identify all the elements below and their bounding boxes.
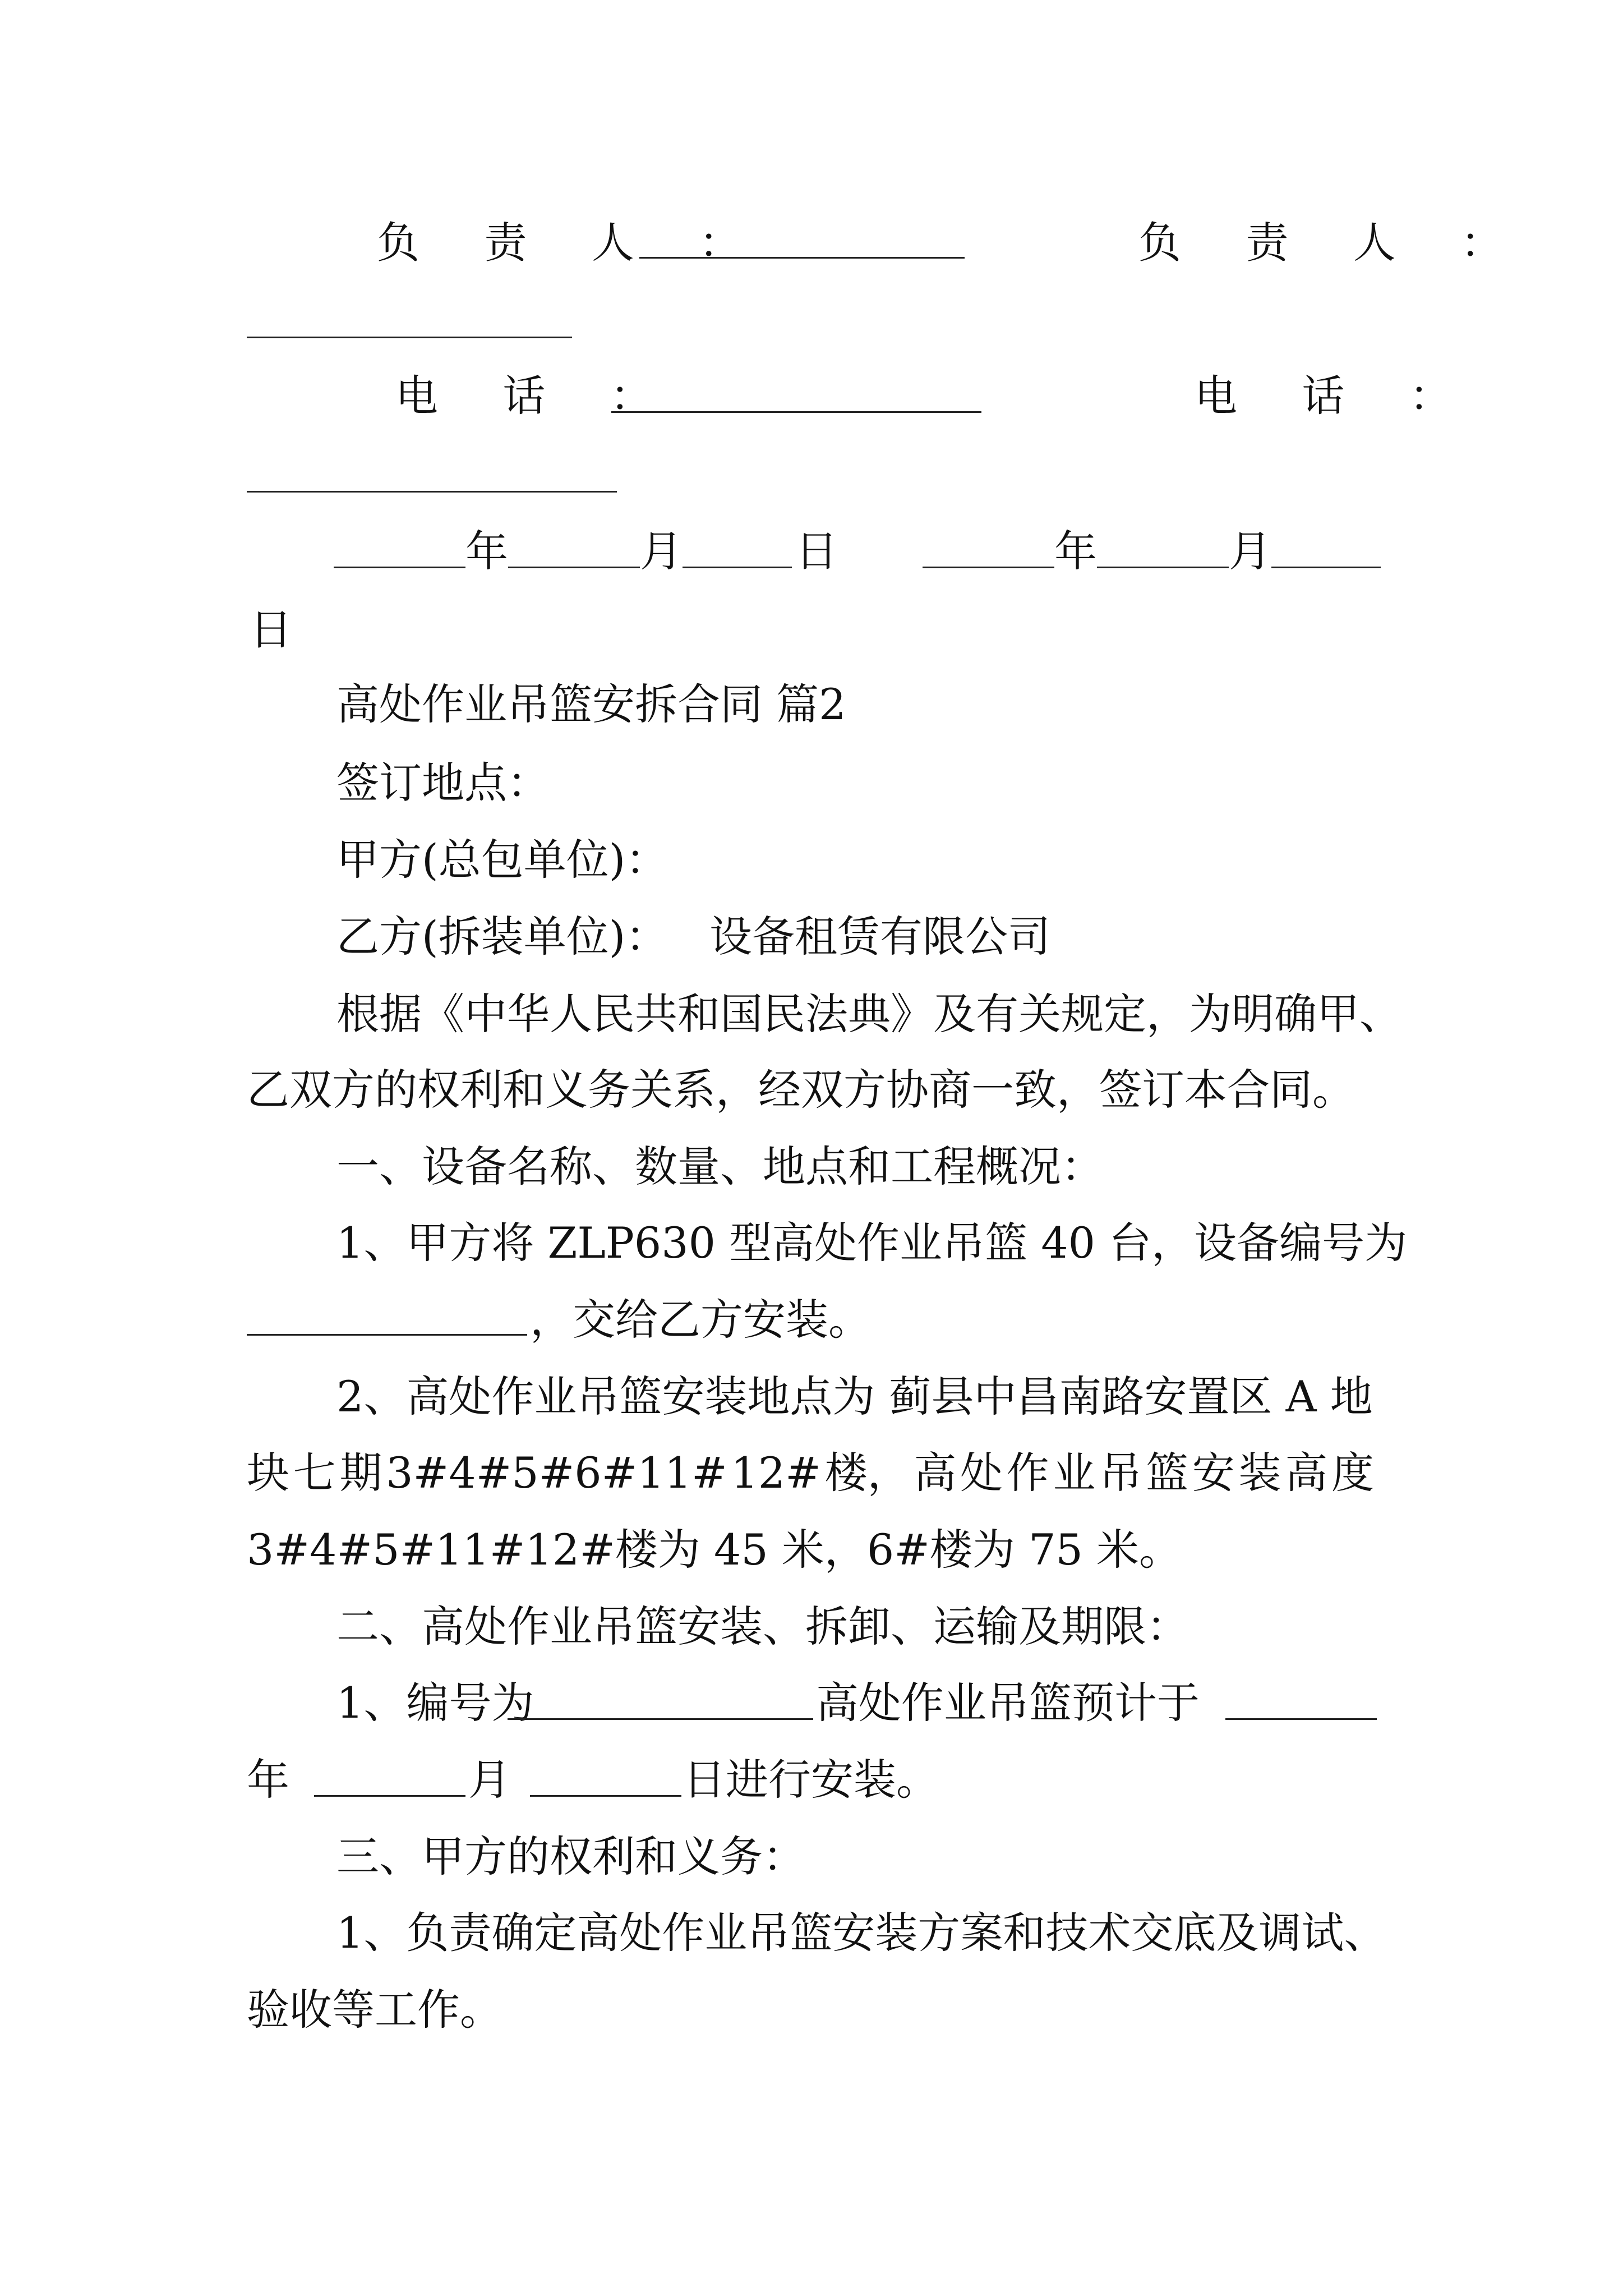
basket-number-blank	[508, 1718, 813, 1720]
date-right-year: 年	[1054, 526, 1097, 576]
install-year: 年	[247, 1755, 289, 1805]
section-1-item-2-line-2	[247, 1448, 1374, 1498]
date-left-year: 年	[465, 526, 508, 576]
party-a: 甲方(总包单位)：	[336, 835, 668, 885]
char: 期	[339, 1448, 382, 1498]
install-month: 月	[468, 1755, 511, 1805]
char: 3#4#5#6#11#	[386, 1448, 727, 1498]
char: 装	[1238, 1448, 1281, 1498]
install-year-blank	[1225, 1718, 1377, 1720]
right-responsible-blank	[247, 337, 572, 338]
date-left-day-blank	[683, 567, 792, 568]
char: 业	[1053, 1448, 1096, 1498]
date-right-day-blank	[1271, 567, 1381, 568]
char: 处	[960, 1448, 1003, 1498]
section-title: 高处作业吊篮安拆合同 篇2	[336, 679, 846, 729]
date-left-month: 月	[640, 526, 683, 576]
char: 高	[914, 1448, 957, 1498]
left-responsible-blank	[639, 257, 965, 259]
install-month-blank	[314, 1795, 465, 1797]
right-phone-label: 电 话 ：	[1195, 371, 1478, 421]
char: 作	[1006, 1448, 1049, 1498]
section-3-item-1-line-2: 验收等工作。	[247, 1985, 502, 2035]
left-phone-label: 电 话 ：	[395, 371, 679, 421]
char: 块	[247, 1448, 289, 1498]
section-2-heading: 二、高处作业吊篮安装、拆卸、运输及期限：	[336, 1602, 1189, 1651]
char: 篮	[1146, 1448, 1188, 1498]
section-3-heading: 三、甲方的权利和义务：	[336, 1832, 805, 1881]
section-1-item-2-line-1: 2、高处作业吊篮安装地点为 蓟县中昌南路安置区 A 地	[336, 1372, 1373, 1421]
char: 高	[1285, 1448, 1328, 1498]
char: 安	[1192, 1448, 1235, 1498]
date-right-month: 月	[1229, 526, 1271, 576]
date-right-month-blank	[1097, 567, 1229, 568]
date-left-day: 日	[795, 526, 838, 576]
section-3-item-1-line-1: 1、负责确定高处作业吊篮安装方案和技术交底及调试、	[336, 1908, 1387, 1958]
intro-line-2: 乙双方的权利和义务关系，经双方协商一致，签订本合同。	[247, 1065, 1355, 1115]
right-responsible-label: 负 责 人 ：	[1138, 218, 1529, 268]
section-1-item-1-line-2: ，交给乙方安装。	[530, 1295, 871, 1345]
intro-line-1: 根据《中华人民共和国民法典》及有关规定，为明确甲、	[336, 989, 1402, 1039]
char: 度	[1331, 1448, 1374, 1498]
install-day-rest: 日进行安装。	[683, 1755, 939, 1805]
section-2-item-1-prefix: 1、编号为	[336, 1678, 534, 1728]
date-right-day: 日	[250, 605, 292, 655]
char: 七	[293, 1448, 336, 1498]
left-phone-blank	[611, 411, 981, 413]
right-phone-blank	[247, 491, 617, 493]
section-1-heading: 一、设备名称、数量、地点和工程概况：	[336, 1142, 1104, 1191]
install-day-blank	[530, 1795, 681, 1797]
char: 楼，	[824, 1448, 910, 1498]
party-b-name: 设备租赁有限公司	[709, 912, 1050, 961]
party-b-label: 乙方(拆装单位)：	[336, 912, 668, 961]
section-1-item-2-line-3: 3#4#5#11#12#楼为 45 米，6#楼为 75 米。	[247, 1525, 1182, 1575]
date-right-year-blank	[923, 567, 1054, 568]
equipment-number-blank	[247, 1334, 527, 1336]
date-left-month-blank	[508, 567, 640, 568]
section-2-item-1-mid: 高处作业吊篮预计于	[816, 1678, 1200, 1728]
char: 吊	[1099, 1448, 1142, 1498]
char: 12#	[731, 1448, 821, 1498]
sign-place: 签订地点：	[336, 758, 550, 808]
left-responsible-label: 负 责 人 ：	[377, 218, 767, 268]
date-left-year-blank	[334, 567, 465, 568]
section-1-item-1-line-1: 1、甲方将 ZLP630 型高处作业吊篮 40 台，设备编号为	[336, 1218, 1408, 1268]
